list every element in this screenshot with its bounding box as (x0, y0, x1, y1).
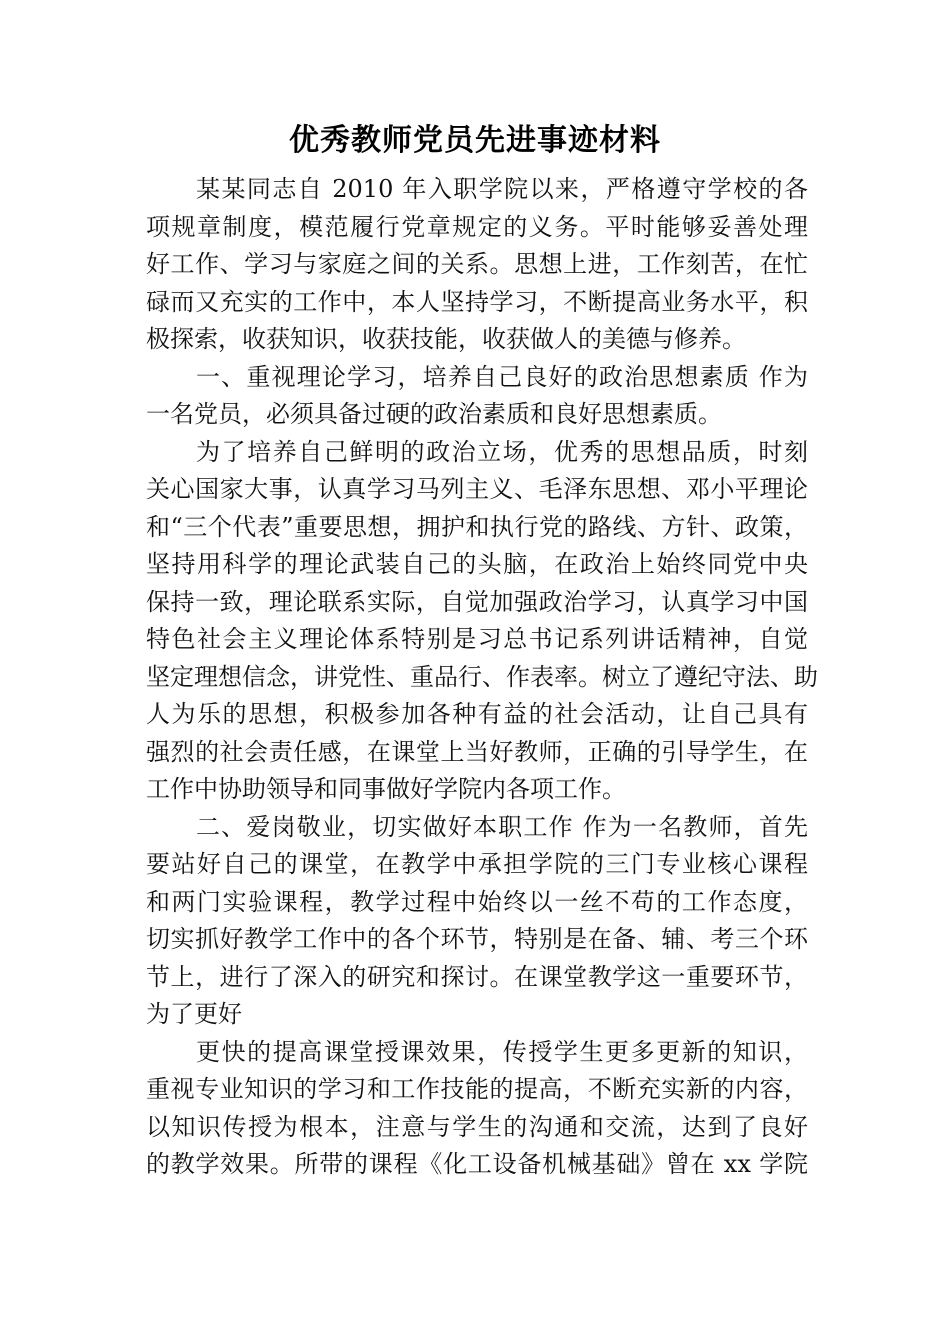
body-line: 人为乐的思想，积极参加各种有益的社会活动，让自己具有 (146, 700, 808, 728)
document-body (146, 171, 818, 1184)
body-line: 坚持用科学的理论武装自己的头脑，在政治上始终同党中央 (146, 550, 808, 578)
body-line: 切实抓好教学工作中的各个环节，特别是在备、辅、考三个环 (146, 925, 808, 953)
body-line: 碌而又充实的工作中，本人坚持学习，不断提高业务水平，积 (146, 287, 808, 316)
body-line: 为了培养自己鲜明的政治立场，优秀的思想品质，时刻 (196, 437, 808, 466)
body-line: 重视专业知识的学习和工作技能的提高，不断充实新的内容， (146, 1075, 808, 1103)
body-line: 以知识传授为根本，注意与学生的沟通和交流，达到了良好 (146, 1112, 808, 1141)
body-line: 工作中协助领导和同事做好学院内各项工作。 (146, 775, 626, 803)
body-line: 一、重视理论学习，培养自己良好的政治思想素质 作为 (196, 362, 808, 391)
body-line: 特色社会主义理论体系特别是习总书记系列讲话精神，自觉 (146, 625, 808, 653)
body-line: 好工作、学习与家庭之间的关系。思想上进，工作刻苦，在忙 (146, 250, 808, 278)
body-line: 二、爱岗敬业，切实做好本职工作 作为一名教师，首先 (196, 812, 808, 841)
body-line: 关心国家大事，认真学习马列主义、毛泽东思想、邓小平理论 (146, 475, 808, 503)
body-line: 为了更好 (146, 1000, 242, 1028)
body-line: 强烈的社会责任感，在课堂上当好教师，正确的引导学生，在 (146, 737, 808, 766)
document-title: 优秀教师党员先进事迹材料 (289, 123, 661, 158)
body-line: 的教学效果。所带的课程《化工设备机械基础》曾在 xx 学院 (146, 1150, 808, 1178)
body-line: 项规章制度，模范履行党章规定的义务。平时能够妥善处理 (146, 212, 808, 241)
body-line: 和“三个代表”重要思想，拥护和执行党的路线、方针、政策， (146, 512, 808, 541)
body-line: 坚定理想信念，讲党性、重品行、作表率。树立了遵纪守法、助 (146, 662, 818, 691)
body-line: 保持一致，理论联系实际，自觉加强政治学习，认真学习中国 (146, 587, 808, 616)
body-line: 某某同志自 2010 年入职学院以来，严格遵守学校的各 (196, 175, 808, 203)
body-line: 要站好自己的课堂，在教学中承担学院的三门专业核心课程 (146, 850, 808, 878)
body-line: 更快的提高课堂授课效果，传授学生更多更新的知识， (196, 1037, 808, 1066)
body-line: 一名党员，必须具备过硬的政治素质和良好思想素质。 (146, 400, 722, 428)
body-line: 和两门实验课程，教学过程中始终以一丝不苟的工作态度， (146, 887, 808, 916)
body-line: 节上，进行了深入的研究和探讨。在课堂教学这一重要环节， (146, 962, 808, 991)
body-line: 极探索，收获知识，收获技能，收获做人的美德与修养。 (146, 325, 746, 353)
